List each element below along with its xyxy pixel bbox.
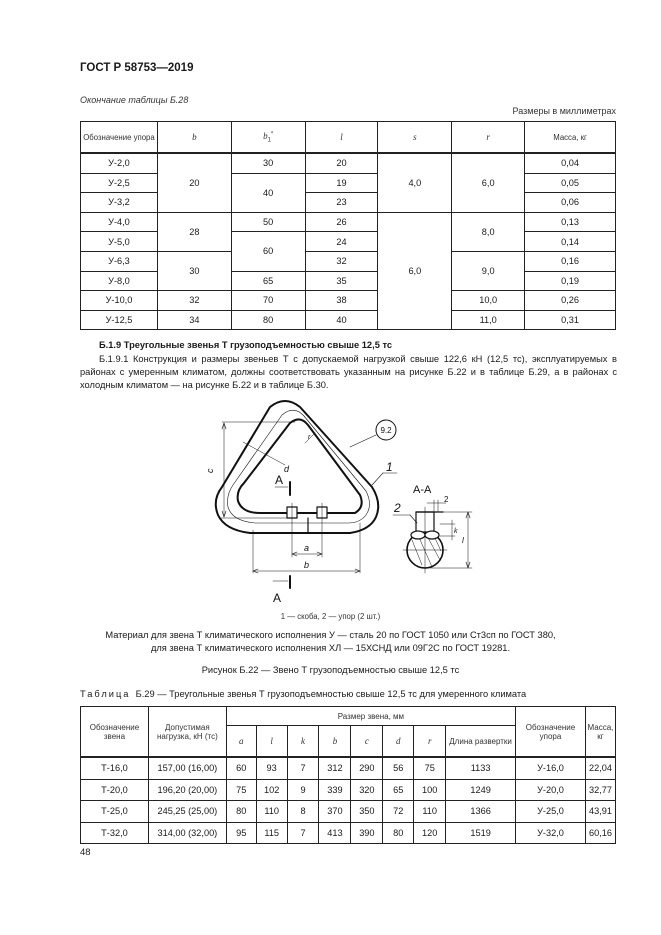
cell-designation: У-3,2 — [81, 193, 158, 213]
section-mark-a-bottom: А — [273, 591, 282, 605]
units-note: Размеры в миллиметрах — [512, 106, 616, 116]
cell-c: 290 — [351, 757, 383, 779]
section-paragraph: Б.1.9.1 Конструкция и размеры звеньев Т с допускаемой нагрузкой свыше 122,6 кН (12,5 тс), эксплуатируемых в районах с умеренным климатом, должны соответствовать указанным на рисунке Б.22 и в таблице Б.29, а в районах с холодным климатом — на рисунке Б.22 и в таблице Б.30. — [80, 354, 617, 390]
dim-label-c: c — [205, 468, 215, 473]
cell-l: 115 — [256, 822, 287, 844]
table-row — [81, 801, 616, 823]
cell-b: 32 — [157, 291, 231, 311]
cell-mass: 0,16 — [525, 251, 616, 271]
cell-a: 80 — [226, 801, 256, 823]
cell-s: 6,0 — [378, 212, 452, 330]
cell-mass: 0,04 — [525, 153, 616, 173]
cell-mass: 0,31 — [525, 310, 616, 330]
cell-designation: У-2,0 — [81, 153, 158, 173]
cell-length: 1249 — [446, 779, 516, 801]
cell-r: 10,0 — [452, 291, 525, 311]
cell-designation: Т-32,0 — [81, 822, 149, 844]
cell-l: 40 — [305, 310, 378, 330]
cell-l: 20 — [305, 153, 378, 173]
header-b1: $b_1^*$ — [231, 122, 305, 154]
weld-callout-label: 9.2 — [380, 426, 392, 435]
dim-label-l: l — [462, 536, 464, 545]
cell-length: 1133 — [446, 757, 516, 779]
cell-mass: 43,91 — [585, 801, 615, 823]
header-k: k — [287, 726, 319, 758]
cell-b1: 80 — [231, 310, 305, 330]
cell-length: 1366 — [446, 801, 516, 823]
dim-label-r: r — [308, 434, 311, 441]
cell-l: 19 — [305, 173, 378, 193]
cell-l: 23 — [305, 193, 378, 213]
table-caption — [80, 689, 526, 699]
table-continuation-label: Окончание таблицы Б.28 — [80, 95, 189, 105]
cell-mass: 32,77 — [585, 779, 615, 801]
header-l: l — [256, 726, 287, 758]
cell-r: 11,0 — [452, 310, 525, 330]
dim-label-a: a — [304, 543, 310, 553]
cell-b: 312 — [319, 757, 351, 779]
cell-k: 7 — [287, 822, 319, 844]
cell-l: 26 — [305, 212, 378, 232]
table-row — [81, 153, 616, 173]
header-length: Длина развертки — [446, 726, 516, 758]
material-note-line-1: Материал для звена Т климатического исполнения У — сталь 20 по ГОСТ 1050 или Ст3сп по ГОСТ 380, — [105, 630, 556, 640]
cell-l: 24 — [305, 232, 378, 252]
cell-designation: У-2,5 — [81, 173, 158, 193]
section-title-aa: А-А — [413, 484, 432, 496]
table-header-row — [81, 707, 616, 726]
cell-a: 75 — [226, 779, 256, 801]
cell-s: 4,0 — [378, 153, 452, 212]
header-d: d — [383, 726, 414, 758]
cell-mass: 22,04 — [585, 757, 615, 779]
cell-mass: 0,06 — [525, 193, 616, 213]
cell-c: 350 — [351, 801, 383, 823]
cell-b: 30 — [157, 251, 231, 290]
cell-designation: У-10,0 — [81, 291, 158, 311]
cell-r: 9,0 — [452, 251, 525, 290]
section-heading: Б.1.9 Треугольные звенья Т грузоподъемностью свыше 12,5 тс — [99, 340, 393, 350]
cell-l: 35 — [305, 271, 378, 291]
cell-mass: 60,16 — [585, 822, 615, 844]
cell-d: 56 — [383, 757, 414, 779]
part-label-1: 1 — [386, 460, 393, 474]
cell-length: 1519 — [446, 822, 516, 844]
cell-stop: У-32,0 — [516, 822, 586, 844]
cell-c: 320 — [351, 779, 383, 801]
header-mass: Масса, кг — [585, 707, 615, 758]
cell-l: 110 — [256, 801, 287, 823]
cell-k: 7 — [287, 757, 319, 779]
cell-load: 157,00 (16,00) — [148, 757, 226, 779]
cell-designation: У-6,3 — [81, 251, 158, 271]
cell-mass: 0,13 — [525, 212, 616, 232]
cell-designation: Т-25,0 — [81, 801, 149, 823]
link-axis-line — [228, 410, 370, 523]
cell-designation: Т-16,0 — [81, 757, 149, 779]
table-caption-text: Б.29 — Треугольные звенья Т грузоподъемностью свыше 12,5 тс для умеренного климата — [135, 689, 527, 699]
cell-r: 100 — [414, 779, 446, 801]
link-drawing — [200, 395, 500, 610]
table-row — [81, 822, 616, 844]
cell-c: 390 — [351, 822, 383, 844]
table-b28 — [80, 121, 616, 330]
header-designation: Обозначение упора — [81, 122, 158, 154]
cell-k: 9 — [287, 779, 319, 801]
material-note — [0, 629, 661, 655]
link-inner-contour — [238, 419, 362, 513]
header-l: l — [305, 122, 378, 154]
cell-b: 339 — [319, 779, 351, 801]
header-s: s — [378, 122, 452, 154]
cell-b1: 40 — [231, 173, 305, 212]
table-caption-prefix: Таблица — [80, 689, 131, 699]
cell-r: 75 — [414, 757, 446, 779]
dim-label-k: k — [454, 528, 458, 535]
header-mass: Масса, кг — [525, 122, 616, 154]
table-row — [81, 291, 616, 311]
cell-d: 80 — [383, 822, 414, 844]
dim-label-d: d — [284, 464, 290, 474]
cell-l: 102 — [256, 779, 287, 801]
table-row — [81, 251, 616, 271]
cell-mass: 0,19 — [525, 271, 616, 291]
header-c: c — [351, 726, 383, 758]
cell-b1: 70 — [231, 291, 305, 311]
part-label-2: 2 — [394, 501, 401, 515]
table-b29 — [80, 706, 616, 844]
cell-r: 6,0 — [452, 153, 525, 212]
table-header-row — [81, 122, 616, 154]
cell-load: 196,20 (20,00) — [148, 779, 226, 801]
section-mark-a-top: А — [275, 473, 284, 487]
cell-b1: 30 — [231, 153, 305, 173]
cell-r: 110 — [414, 801, 446, 823]
cell-designation: Т-20,0 — [81, 779, 149, 801]
cell-a: 95 — [226, 822, 256, 844]
cell-designation: У-5,0 — [81, 232, 158, 252]
cell-k: 8 — [287, 801, 319, 823]
table-row — [81, 212, 616, 232]
dim-label-2: 2 — [444, 495, 449, 504]
cell-stop: У-20,0 — [516, 779, 586, 801]
header-load: Допустимая нагрузка, кН (тс) — [148, 707, 226, 758]
cell-b: 34 — [157, 310, 231, 330]
dim-label-b: b — [304, 560, 310, 570]
cell-b1: 60 — [231, 232, 305, 271]
cell-d: 72 — [383, 801, 414, 823]
cell-d: 65 — [383, 779, 414, 801]
header-b: b — [319, 726, 351, 758]
header-stop: Обозначение упора — [516, 707, 586, 758]
cell-l: 93 — [256, 757, 287, 779]
cell-b: 370 — [319, 801, 351, 823]
cell-stop: У-25,0 — [516, 801, 586, 823]
cell-mass: 0,14 — [525, 232, 616, 252]
cell-r: 120 — [414, 822, 446, 844]
cell-a: 60 — [226, 757, 256, 779]
cell-l: 38 — [305, 291, 378, 311]
cell-mass: 0,26 — [525, 291, 616, 311]
cell-mass: 0,05 — [525, 173, 616, 193]
cell-load: 245,25 (25,00) — [148, 801, 226, 823]
cell-b: 413 — [319, 822, 351, 844]
table-row — [81, 779, 616, 801]
document-header: ГОСТ Р 58753—2019 — [80, 62, 194, 74]
material-note-line-2: для звена Т климатического исполнения ХЛ — 15ХСНД или 09Г2С по ГОСТ 19281. — [150, 643, 511, 653]
cell-designation: У-4,0 — [81, 212, 158, 232]
header-r: r — [414, 726, 446, 758]
header-b: b — [157, 122, 231, 154]
cell-b: 28 — [157, 212, 231, 251]
table-row — [81, 757, 616, 779]
cell-designation: У-8,0 — [81, 271, 158, 291]
header-a: a — [226, 726, 256, 758]
cell-b1: 50 — [231, 212, 305, 232]
header-r: r — [452, 122, 525, 154]
cell-r: 8,0 — [452, 212, 525, 251]
cell-load: 314,00 (32,00) — [148, 822, 226, 844]
header-designation: Обозначение звена — [81, 707, 149, 758]
page-number: 48 — [80, 847, 91, 858]
header-size-group: Размер звена, мм — [226, 707, 515, 726]
cell-stop: У-16,0 — [516, 757, 586, 779]
cell-b: 20 — [157, 153, 231, 212]
figure-caption: Рисунок Б.22 — Звено Т грузоподъемностью свыше 12,5 тс — [201, 665, 460, 675]
figure-legend: 1 — скоба, 2 — упор (2 шт.) — [280, 612, 381, 621]
cell-designation: У-12,5 — [81, 310, 158, 330]
cell-b1: 65 — [231, 271, 305, 291]
table-row — [81, 310, 616, 330]
cell-l: 32 — [305, 251, 378, 271]
